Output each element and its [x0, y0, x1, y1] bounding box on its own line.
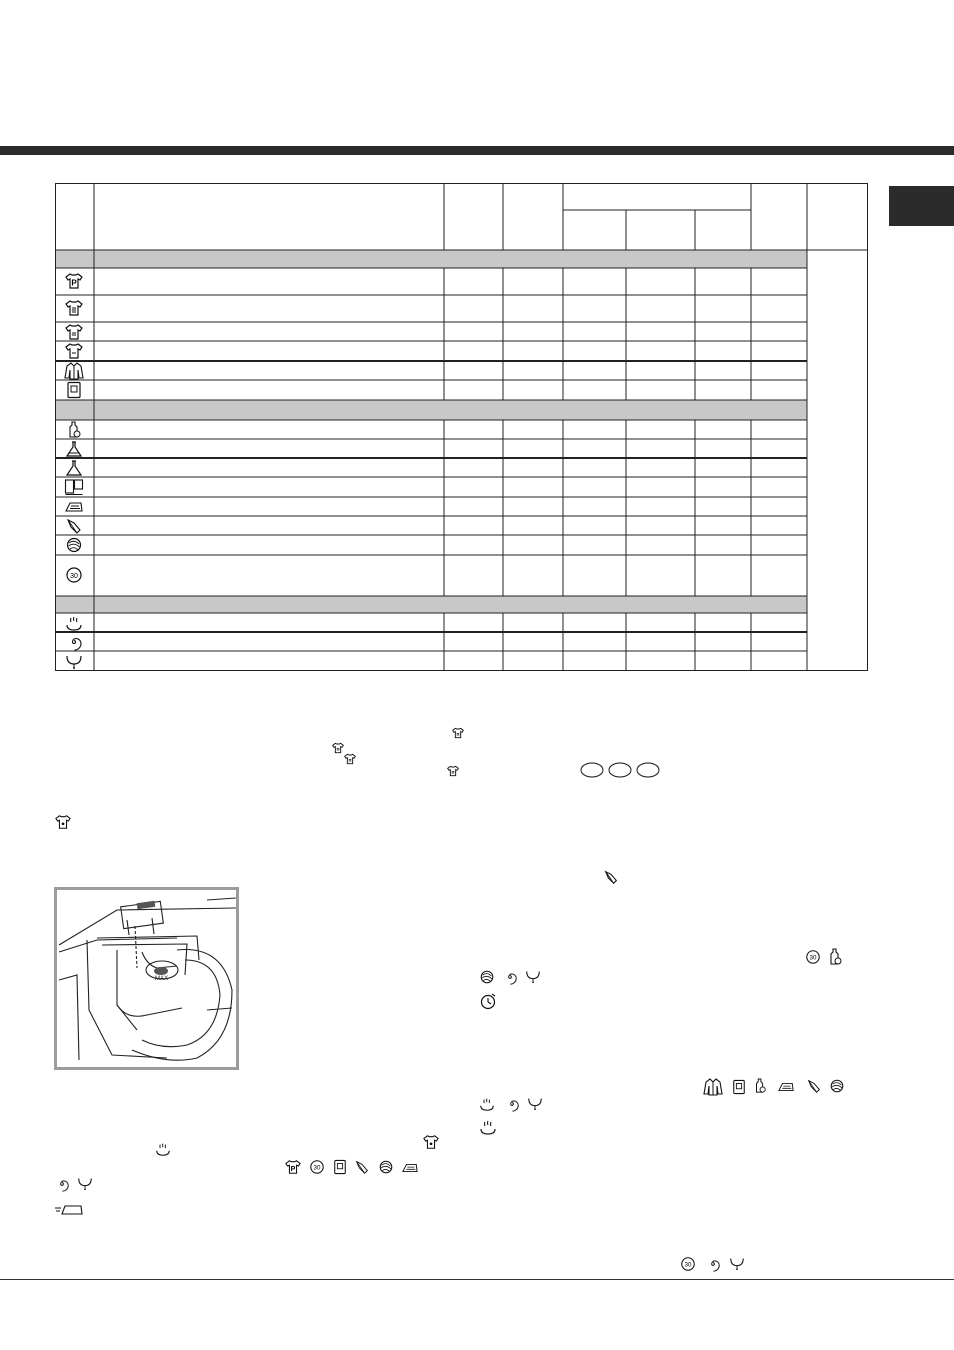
shirt-lines-icon — [65, 342, 83, 360]
svg-text:P: P — [290, 1165, 296, 1173]
svg-text:30: 30 — [684, 1261, 692, 1269]
spin-icon — [504, 1096, 520, 1112]
table-grid — [55, 183, 868, 671]
shirt-lines-icon — [344, 753, 356, 765]
rinse-icon — [65, 614, 83, 632]
svg-text:MAX: MAX — [155, 976, 169, 982]
shirt-p-icon — [285, 1159, 301, 1175]
shirt-lines-icon — [452, 727, 464, 739]
feather-icon — [65, 517, 83, 535]
feather-icon — [603, 869, 619, 885]
drain-icon — [65, 652, 83, 670]
box-icon — [333, 1159, 347, 1175]
iron-icon — [400, 1160, 420, 1176]
spin-icon — [502, 969, 518, 985]
box-icon — [66, 381, 82, 399]
svg-text:P: P — [71, 278, 77, 288]
drain-icon — [729, 1255, 745, 1271]
svg-text:30: 30 — [313, 1164, 321, 1172]
footer-line — [0, 1279, 954, 1280]
timer-30-icon — [805, 949, 821, 965]
header-bar — [0, 146, 954, 155]
shirt-lines-icon — [447, 765, 459, 777]
rinse-icon — [479, 1118, 497, 1136]
iron-speed-icon — [54, 1202, 84, 1216]
iron-icon — [64, 498, 84, 516]
shirt-lines-icon — [332, 742, 344, 754]
timer-30-icon — [309, 1159, 325, 1175]
drain-icon — [525, 968, 541, 984]
drain-icon — [77, 1175, 93, 1191]
feather-icon — [354, 1159, 370, 1175]
flask-icon — [65, 459, 83, 477]
spin-icon — [705, 1256, 721, 1272]
wool-icon — [378, 1159, 394, 1175]
drawer-drawing — [57, 890, 236, 1067]
jacket-icon — [64, 362, 84, 380]
feather-icon — [806, 1078, 822, 1094]
shirt-lines-icon — [65, 323, 83, 341]
flask-icon — [65, 440, 83, 458]
svg-text:30: 30 — [809, 954, 817, 962]
rinse-icon — [155, 1141, 171, 1157]
wool-icon — [829, 1078, 845, 1094]
svg-text:30: 30 — [70, 573, 78, 580]
timer-30-icon — [65, 566, 83, 584]
spin-icon — [54, 1176, 70, 1192]
wool-icon — [479, 969, 495, 985]
timer-30-icon — [680, 1256, 696, 1272]
shirt-stain-icon — [54, 814, 72, 830]
bottle-icon — [827, 948, 843, 966]
spin-icon — [65, 633, 83, 651]
shirt-p-icon — [65, 272, 83, 290]
detergent-drawer-illustration — [54, 887, 239, 1070]
bottle-icon — [753, 1077, 767, 1095]
shirt-stain-icon — [423, 1134, 439, 1150]
drain-icon — [527, 1095, 543, 1111]
shirt-lines-icon — [65, 299, 83, 317]
delay-icon — [479, 992, 497, 1010]
iron-icon — [776, 1079, 796, 1095]
language-tab — [889, 186, 954, 226]
indicator-circles — [580, 762, 662, 778]
cupboard-icon — [64, 478, 84, 496]
programme-table — [55, 183, 868, 671]
bottle-icon — [66, 421, 82, 439]
box-icon — [732, 1078, 746, 1096]
rinse-icon — [479, 1096, 495, 1112]
jacket-icon — [703, 1078, 723, 1096]
wool-icon — [65, 536, 83, 554]
